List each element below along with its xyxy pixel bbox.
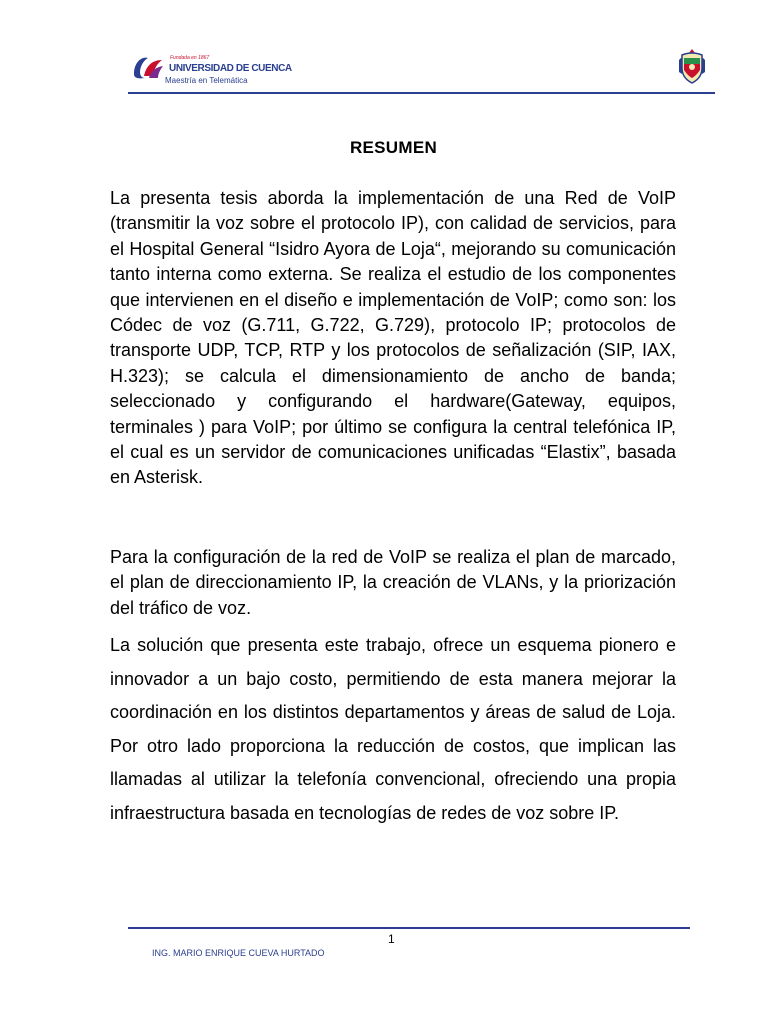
university-logo bbox=[132, 50, 292, 90]
footer-author: ING. MARIO ENRIQUE CUEVA HURTADO bbox=[152, 948, 325, 958]
logo-university-name: UNIVERSIDAD DE CUENCA bbox=[169, 63, 292, 74]
university-logo-icon bbox=[132, 54, 164, 80]
page-number: 1 bbox=[388, 932, 395, 946]
page-title: RESUMEN bbox=[349, 138, 438, 157]
page-header bbox=[0, 0, 768, 100]
header-divider bbox=[128, 92, 715, 94]
abstract-paragraph-2: Para la configuración de la red de VoIP se realiza el plan de marcado, el plan de direccionamiento IP, la creación de VLANs, y la priorización del tráfico de voz. bbox=[110, 547, 676, 618]
abstract-paragraph-3: La solución que presenta este trabajo, ofrece un esquema pionero e innovador a un bajo costo, permitiendo de esta manera mejorar la coordinación en los distintos departamentos y áreas de salud de Loja. Por otro lado proporciona la reducción de costos, que implican las llamadas al utilizar la telefonía convencional, ofreciendo una propia infraestructura basada en tecnologías de redes de voz sobre IP. bbox=[110, 635, 676, 823]
abstract-paragraph-1: La presenta tesis aborda la implementación de una Red de VoIP (transmitir la voz sobre el protocolo IP), con calidad de servicios, para el Hospital General “Isidro Ayora de Loja“, mejorando su comunicación tanto interna como externa. Se realiza el estudio de los componentes que intervienen en el diseño e implementación de VoIP; como son: los Códec de voz (G.711, G.722, G.729), protocolo IP; protocolos de transporte UDP, TCP, RTP y los protocolos de señalización (SIP, IAX, H.323); se calcula el dimensionamiento de ancho de banda; seleccionado y configurando el hardware(Gateway, equipos, terminales ) para VoIP; por último se configura la central telefónica IP, el cual es un servidor de comunicaciones unificadas “Elastix”, basada en Asterisk. bbox=[110, 188, 676, 488]
logo-founded-text: Fundada en 1867 bbox=[170, 55, 210, 61]
university-crest-icon bbox=[678, 48, 706, 84]
footer-divider bbox=[128, 927, 690, 929]
logo-program-subtitle: Maestría en Telemática bbox=[165, 76, 248, 85]
